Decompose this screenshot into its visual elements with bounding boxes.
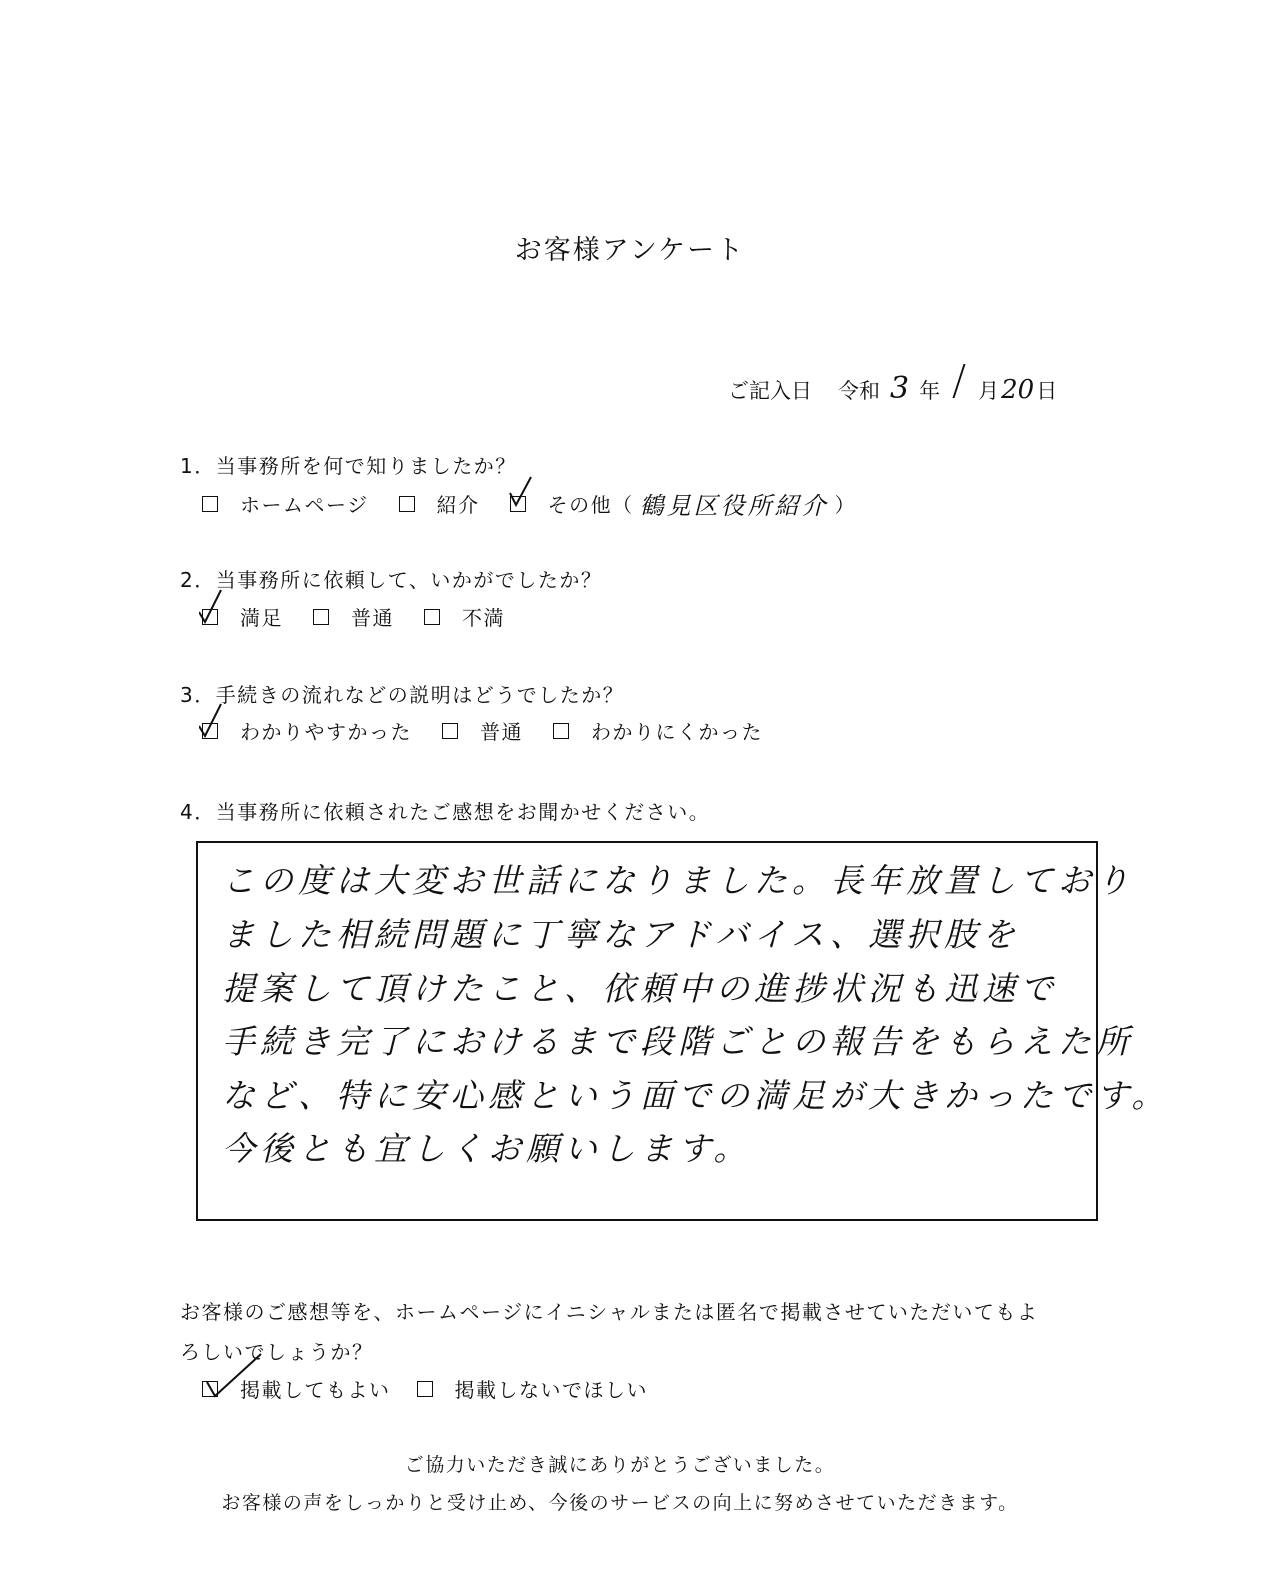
- option-normal-3-label: 普通: [480, 720, 523, 744]
- form-title: お客様アンケート: [514, 235, 746, 266]
- option-normal[interactable]: [313, 602, 394, 631]
- comment-line: ました相続問題に丁寧なアドバイス、選択肢を: [222, 915, 1020, 954]
- checkmark-icon: [199, 588, 225, 624]
- date-month-unit: 月: [978, 379, 1000, 403]
- checkbox-homepage[interactable]: [202, 496, 218, 512]
- date-day-unit: 日: [1036, 379, 1058, 403]
- option-referral-label: 紹介: [436, 493, 480, 517]
- checkbox-dissatisfied[interactable]: [424, 609, 440, 625]
- question-2: 2．当事務所に依頼して、いかがでしたか？: [180, 568, 603, 592]
- checkbox-normal-3[interactable]: [442, 723, 458, 739]
- option-publish-ok-label: 掲載してもよい: [240, 1378, 391, 1402]
- date-month: [953, 364, 966, 398]
- option-referral[interactable]: [399, 489, 480, 518]
- option-publish-no-label: 掲載しないでほしい: [454, 1378, 648, 1402]
- option-easy[interactable]: [202, 716, 412, 745]
- other-text: 鶴見区役所紹介: [639, 492, 829, 520]
- publish-options: [202, 1374, 678, 1403]
- option-hard[interactable]: [553, 716, 763, 745]
- checkbox-easy[interactable]: [202, 723, 218, 739]
- option-satisfied[interactable]: [202, 602, 283, 631]
- question-1: 1．当事務所を何で知りましたか？: [180, 454, 517, 478]
- checkmark-icon: [205, 1352, 265, 1398]
- option-satisfied-label: 満足: [240, 606, 283, 630]
- option-publish-ok[interactable]: [202, 1374, 391, 1403]
- date-era: 令和: [838, 379, 880, 403]
- footer-thanks: ご協力いただき誠にありがとうございました。: [404, 1454, 836, 1476]
- question-3: 3．手続きの流れなどの説明はどうでしたか？: [180, 683, 625, 707]
- option-other-label: その他（: [547, 493, 634, 517]
- option-easy-label: わかりやすかった: [240, 720, 412, 744]
- publish-question-line2: ろしいでしょうか？: [180, 1340, 374, 1364]
- comment-box[interactable]: [196, 841, 1170, 1221]
- checkbox-hard[interactable]: [553, 723, 569, 739]
- entry-date: [728, 364, 1057, 406]
- checkbox-publish-no[interactable]: [417, 1381, 433, 1397]
- checkbox-referral[interactable]: [399, 496, 415, 512]
- comment-line: この度は大変お世話になりました。長年放置しており: [222, 861, 1134, 900]
- question-2-options: [202, 602, 535, 631]
- option-homepage[interactable]: [202, 489, 369, 518]
- comment-line: 今後とも宜しくお願いします。: [222, 1129, 752, 1168]
- option-normal-label: 普通: [351, 606, 394, 630]
- footer-message: お客様の声をしっかりと受け止め、今後のサービスの向上に努めさせていただきます。: [221, 1492, 1019, 1514]
- checkbox-publish-ok[interactable]: [202, 1381, 218, 1397]
- comment-line: など、特に安心感という面での満足が大きかったです。: [222, 1076, 1170, 1115]
- date-year-unit: 年: [919, 379, 941, 403]
- comment-line: 手続き完了におけるまで段階ごとの報告をもらえた所: [222, 1022, 1134, 1061]
- option-hard-label: わかりにくかった: [591, 720, 763, 744]
- option-dissatisfied-label: 不満: [462, 606, 505, 630]
- checkmark-icon: [507, 475, 533, 511]
- question-3-options: [202, 716, 793, 745]
- checkbox-satisfied[interactable]: [202, 609, 218, 625]
- option-publish-no[interactable]: [417, 1374, 649, 1403]
- comment-line: 提案して頂けたこと、依頼中の進捗状況も迅速で: [222, 969, 1058, 1008]
- date-day: 20: [1001, 375, 1035, 405]
- option-normal-3[interactable]: [442, 716, 523, 745]
- question-1-options: [202, 486, 856, 521]
- checkbox-normal[interactable]: [313, 609, 329, 625]
- question-4: 4．当事務所に依頼されたご感想をお聞かせください。: [180, 800, 711, 824]
- checkmark-icon: [199, 702, 225, 738]
- option-homepage-label: ホームページ: [240, 493, 369, 517]
- checkbox-other[interactable]: [510, 496, 526, 512]
- option-dissatisfied[interactable]: [424, 602, 505, 631]
- other-close-paren: ）: [834, 493, 857, 517]
- publish-question-line1: お客様のご感想等を、ホームページにイニシャルまたは匿名で掲載させていただいてもよ: [180, 1300, 1039, 1324]
- option-other[interactable]: [510, 486, 857, 521]
- date-year: 3: [890, 371, 910, 406]
- date-label: ご記入日: [728, 379, 812, 403]
